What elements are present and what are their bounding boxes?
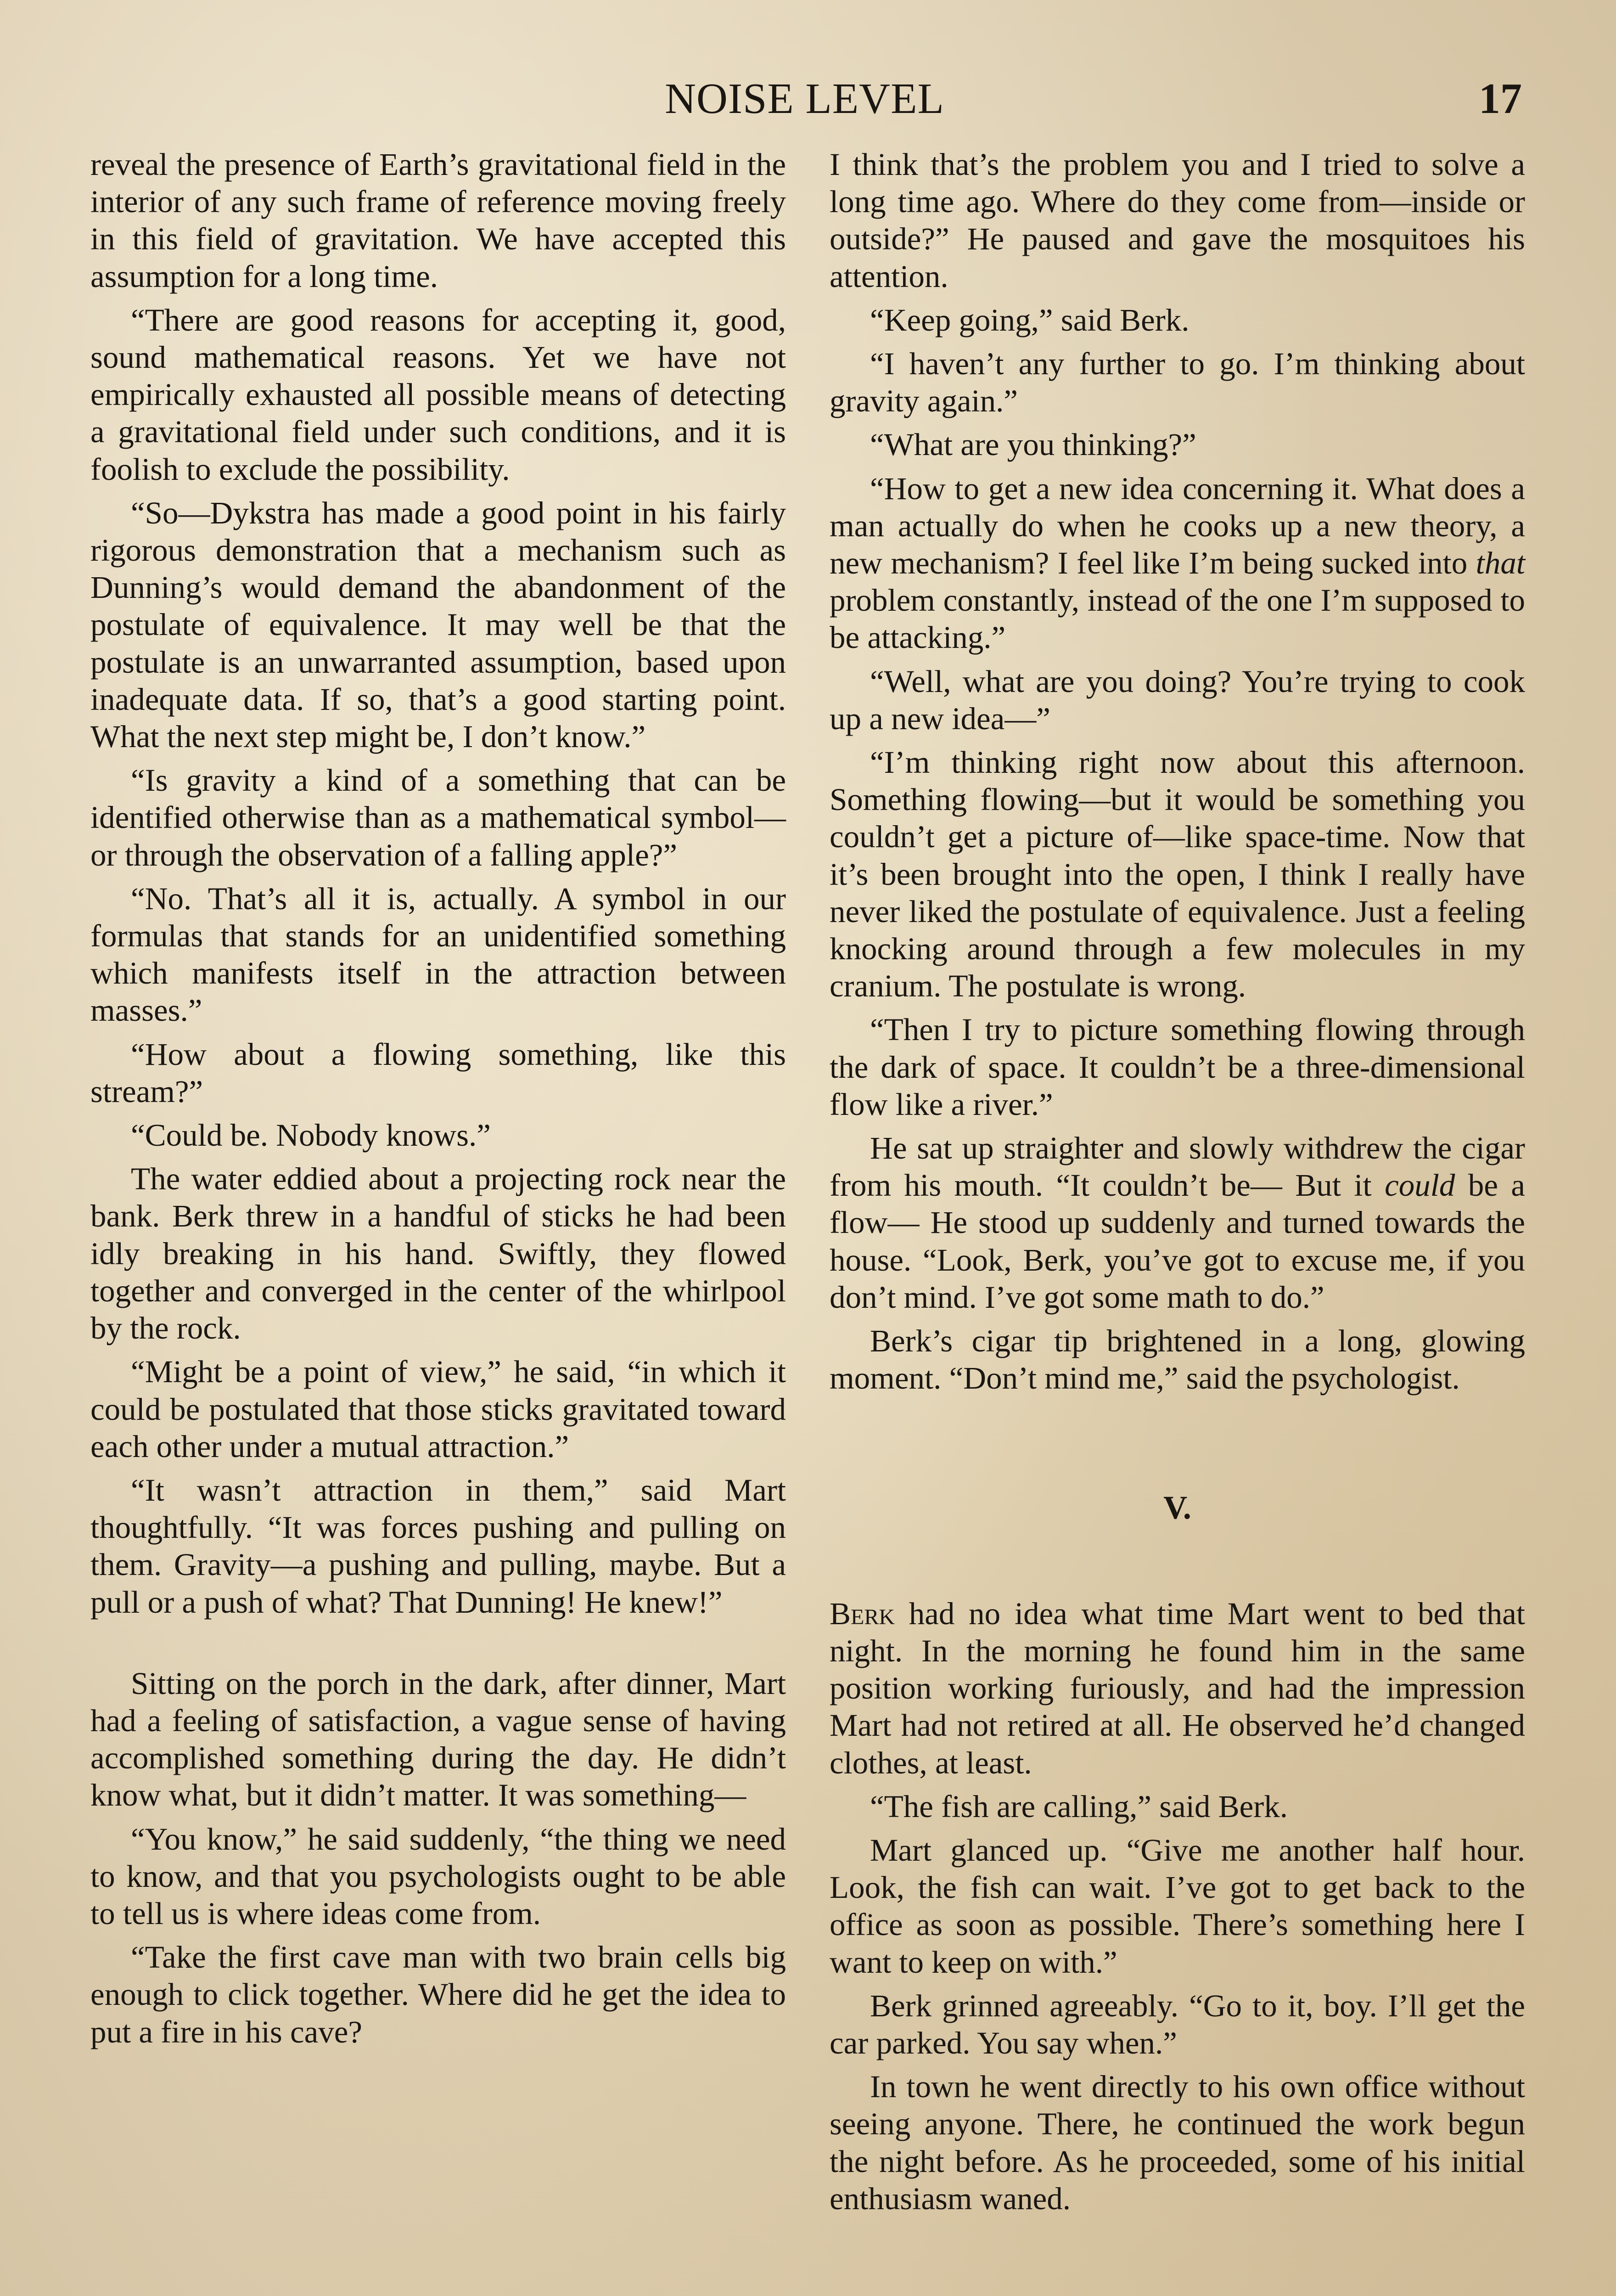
paragraph: Berk grinned agreeably. “Go to it, boy. I’ll get the car parked. You say when.” bbox=[830, 1988, 1525, 2060]
paragraph: “Might be a point of view,” he said, “in which it could be postulated that those sticks gravitated toward each other under a mutual attraction.” bbox=[90, 1354, 786, 1464]
page-number: 17 bbox=[1479, 75, 1522, 123]
paragraph: In town he went directly to his own office without seeing anyone. There, he continued the work begun the night before. As he proceeded, some of his initial enthusiasm waned. bbox=[830, 2069, 1525, 2216]
paragraph: “The fish are calling,” said Berk. bbox=[870, 1789, 1288, 1824]
section-heading: V. bbox=[1163, 1489, 1191, 1526]
paragraph: “Take the first cave man with two brain cells big enough to click together. Where did he get the idea to put a fire in his cave? bbox=[90, 1940, 786, 2049]
paragraph: The water eddied about a projecting rock near the bank. Berk threw in a handful of sticks he had been idly breaking in his hand. Swiftly, they flowed together and converged in the center of the whirlpool by the rock. bbox=[90, 1161, 786, 1346]
paragraph: “No. That’s all it is, actually. A symbol in our formulas that stands for an unidentified something which manifests itself in the attraction between masses.” bbox=[90, 881, 786, 1028]
section-lead-word: Berk bbox=[830, 1596, 895, 1631]
paragraph bbox=[830, 1595, 1525, 1782]
paragraph: “I haven’t any further to go. I’m thinking about gravity again.” bbox=[830, 346, 1525, 419]
paragraph: “Keep going,” said Berk. bbox=[870, 302, 1190, 338]
paragraph: Berk’s cigar tip brightened in a long, glowing moment. “Don’t mind me,” said the psychologist. bbox=[830, 1323, 1525, 1396]
paragraph: “So—Dykstra has made a good point in his fairly rigorous demonstration that a mechanism such as Dunning’s would demand the abandonment of the postulate of equivalence. It may well be that the postulate is an unwarranted assumption, based upon inadequate data. If so, that’s a good starting point. What the next step might be, I don’t know.” bbox=[90, 495, 786, 754]
text-run: be a flow— He stood up suddenly and turned towards the house. “Look, Berk, you’ve got to excuse me, if you don’t mind. I’ve got some math to do.” bbox=[830, 1168, 1525, 1315]
paragraph: “It wasn’t attraction in them,” said Mart thoughtfully. “It was forces pushing and pulling on them. Gravity—a pushing and pulling, maybe. But a pull or a push of what? That Dunning! He knew!” bbox=[90, 1472, 786, 1620]
paragraph: “Then I try to picture something flowing through the dark of space. It couldn’t be a three-dimensional flow like a river.” bbox=[830, 1012, 1525, 1122]
emphasis: that bbox=[1476, 546, 1525, 581]
paragraph: reveal the presence of Earth’s gravitational field in the interior of any such frame of reference moving freely in this field of gravitation. We have accepted this assumption for a long time. bbox=[90, 147, 786, 294]
running-title: NOISE LEVEL bbox=[665, 75, 944, 123]
paragraph: “What are you thinking?” bbox=[870, 427, 1196, 462]
paragraph bbox=[830, 1130, 1525, 1316]
paragraph: I think that’s the problem you and I tried to solve a long time ago. Where do they come from—inside or outside?” He paused and gave the mosquitoes his attention. bbox=[830, 147, 1525, 294]
paragraph: “You know,” he said suddenly, “the thing we need to know, and that you psychologists ought to be able to tell us is where ideas come from. bbox=[90, 1821, 786, 1931]
emphasis: could bbox=[1385, 1168, 1455, 1203]
text-run: “How to get a new idea concerning it. What does a man actually do when he cooks up a new theory, a new mechanism? I feel like I’m being sucked into bbox=[830, 471, 1525, 581]
paragraph: “How about a flowing something, like this stream?” bbox=[90, 1036, 786, 1109]
text-run: had no idea what time Mart went to bed that night. In the morning he found him in the same position working furiously, and had the impression Mart had not retired at all. He observed he’d changed clothes, at least. bbox=[830, 1596, 1525, 1780]
paragraph: “There are good reasons for accepting it, good, sound mathematical reasons. Yet we have not empirically exhausted all possible means of detecting a gravitational field under such conditions, and it is foolish to exclude the possibility. bbox=[90, 302, 786, 487]
paragraph: Sitting on the porch in the dark, after dinner, Mart had a feeling of satisfaction, a vague sense of having accomplished something during the day. He didn’t know what, but it didn’t matter. It was something— bbox=[90, 1666, 786, 1813]
paragraph bbox=[830, 470, 1525, 657]
page-header bbox=[87, 69, 1522, 129]
paragraph: “Could be. Nobody knows.” bbox=[131, 1118, 491, 1153]
right-column bbox=[830, 146, 1525, 2224]
left-column bbox=[90, 146, 786, 2057]
text-run: problem constantly, instead of the one I’m supposed to be attacking.” bbox=[830, 583, 1525, 655]
paragraph: “I’m thinking right now about this afternoon. Something flowing—but it would be something you couldn’t get a picture of—like space-time. Now that it’s been brought into the open, I think I really have never liked the postulate of equivalence. Just a feeling knocking around through a few molecules in my cranium. The postulate is wrong. bbox=[830, 745, 1525, 1004]
paragraph: “Well, what are you doing? You’re trying to cook up a new idea—” bbox=[830, 664, 1525, 736]
paragraph: Mart glanced up. “Give me another half hour. Look, the fish can wait. I’ve got to get back to the office as soon as possible. There’s something here I want to keep on with.” bbox=[830, 1832, 1525, 1980]
paragraph: “Is gravity a kind of a something that can be identified otherwise than as a mathematical symbol—or through the observation of a falling apple?” bbox=[90, 763, 786, 872]
text-run: He sat up straighter and slowly withdrew the cigar from his mouth. “It couldn’t be— But it bbox=[830, 1131, 1525, 1203]
